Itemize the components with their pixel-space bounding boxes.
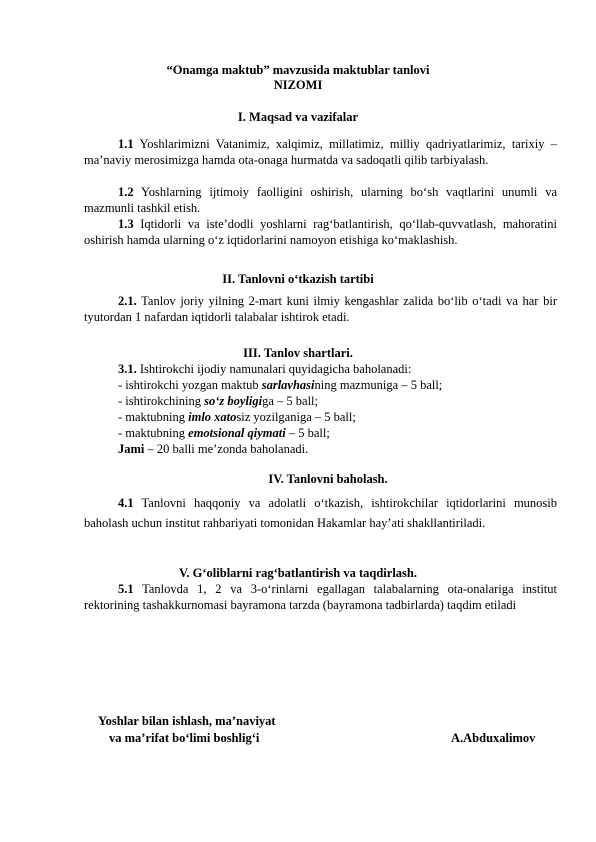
criterion-1 xyxy=(118,378,442,394)
criterion-emphasis: imlo xato xyxy=(188,410,237,424)
paragraph-number: 1.1 xyxy=(118,137,134,151)
paragraph-number: 5.1 xyxy=(118,582,134,596)
doc-title: “Onamga maktub” mavzusida maktublar tanlovi xyxy=(166,63,430,77)
paragraph-text: Yoshlarimizni Vatanimiz, xalqimiz, millatimiz, milliy qadriyatlarimiz, tarixiy – ma’naviy merosimizga hamda ota-onaga hurmatda va sadoqatli qilib tarbiyalash. xyxy=(84,137,557,167)
section-4-heading: IV. Tanlovni baholash. xyxy=(268,472,388,486)
total-text: – 20 balli me’zonda baholanadi. xyxy=(144,442,309,456)
paragraph-text: Ishtirokchi ijodiy namunalari quyidagicha baholanadi: xyxy=(136,362,412,376)
paragraph-text: Tanlovni haqqoniy va adolatli o‘tkazish, ishtirokchilar iqtidorlarini munosib baholash uchun institut rahbariyati tomonidan Hakamlar hay’ati shakllantiriladi. xyxy=(84,496,557,530)
paragraph-1-1 xyxy=(84,137,557,169)
criterion-text: ga – 5 ball; xyxy=(262,394,318,408)
paragraph-number: 4.1 xyxy=(118,496,134,510)
section-1-heading: I. Maqsad va vazifalar xyxy=(237,110,359,124)
paragraph-1-2 xyxy=(84,185,557,217)
paragraph-text: Yoshlarning ijtimoiy faolligini oshirish, ularning bo‘sh vaqtlarini unumli va mazmunli tashkil etish. xyxy=(84,185,557,215)
paragraph-number: 3.1. xyxy=(118,362,137,376)
criterion-text: - ishtirokchining xyxy=(118,394,205,408)
criterion-text: - ishtirokchi yozgan maktub xyxy=(118,378,262,392)
paragraph-3-1 xyxy=(118,362,411,378)
section-2-heading: II. Tanlovni o‘tkazish tartibi xyxy=(222,272,374,286)
criterion-emphasis: emotsional qiymati xyxy=(188,426,286,440)
paragraph-2-1 xyxy=(84,294,557,326)
criterion-4 xyxy=(118,426,330,442)
criterion-text: - maktubning xyxy=(118,426,189,440)
section-5-heading: V. G‘oliblarni rag‘batlantirish va taqdirlash. xyxy=(179,566,417,580)
paragraph-number: 1.2 xyxy=(118,185,134,199)
signature-position-line-1: Yoshlar bilan ishlash, ma’naviyat xyxy=(98,714,276,728)
paragraph-number: 2.1. xyxy=(118,294,137,308)
paragraph-text: Tanlovda 1, 2 va 3-o‘rinlarni egallagan talabalarning ota-onalariga institut rektorining tashakkurnomasi bayramona tarzda (bayramona tadbirlarda) taqdim etiladi xyxy=(84,582,557,612)
criterion-emphasis: sarlavhasi xyxy=(261,378,315,392)
criterion-2 xyxy=(118,394,318,410)
criterion-text: - maktubning xyxy=(118,410,189,424)
total-score-line xyxy=(118,442,308,458)
criterion-text: siz yozilganiga – 5 ball; xyxy=(236,410,356,424)
signatory-name: A.Abduxalimov xyxy=(451,731,536,745)
section-3-heading: III. Tanlov shartlari. xyxy=(243,346,353,360)
paragraph-4-1 xyxy=(84,493,557,533)
signature-position-line-2: va ma’rifat bo‘limi boshlig‘i xyxy=(109,731,260,745)
paragraph-text: Iqtidorli va iste’dodli yoshlarni rag‘batlantirish, qo‘llab-quvvatlash, mahoratini oshirish hamda ularning o‘z iqtidorlarini namoyon etishiga ko‘maklashish. xyxy=(84,217,557,247)
paragraph-1-3 xyxy=(84,217,557,249)
criterion-emphasis: so‘z boyligi xyxy=(204,394,263,408)
paragraph-text: Tanlov joriy yilning 2-mart kuni ilmiy kengashlar zalida bo‘lib o‘tadi va har bir tyutordan 1 nafardan iqtidorli talabalar ishtirok etadi. xyxy=(84,294,557,324)
paragraph-number: 1.3 xyxy=(118,217,134,231)
doc-subtitle: NIZOMI xyxy=(273,78,323,92)
paragraph-5-1 xyxy=(84,582,557,614)
criterion-3 xyxy=(118,410,356,426)
criterion-text: ning mazmuniga – 5 ball; xyxy=(314,378,443,392)
criterion-text: – 5 ball; xyxy=(285,426,330,440)
total-label: Jami xyxy=(118,442,145,456)
